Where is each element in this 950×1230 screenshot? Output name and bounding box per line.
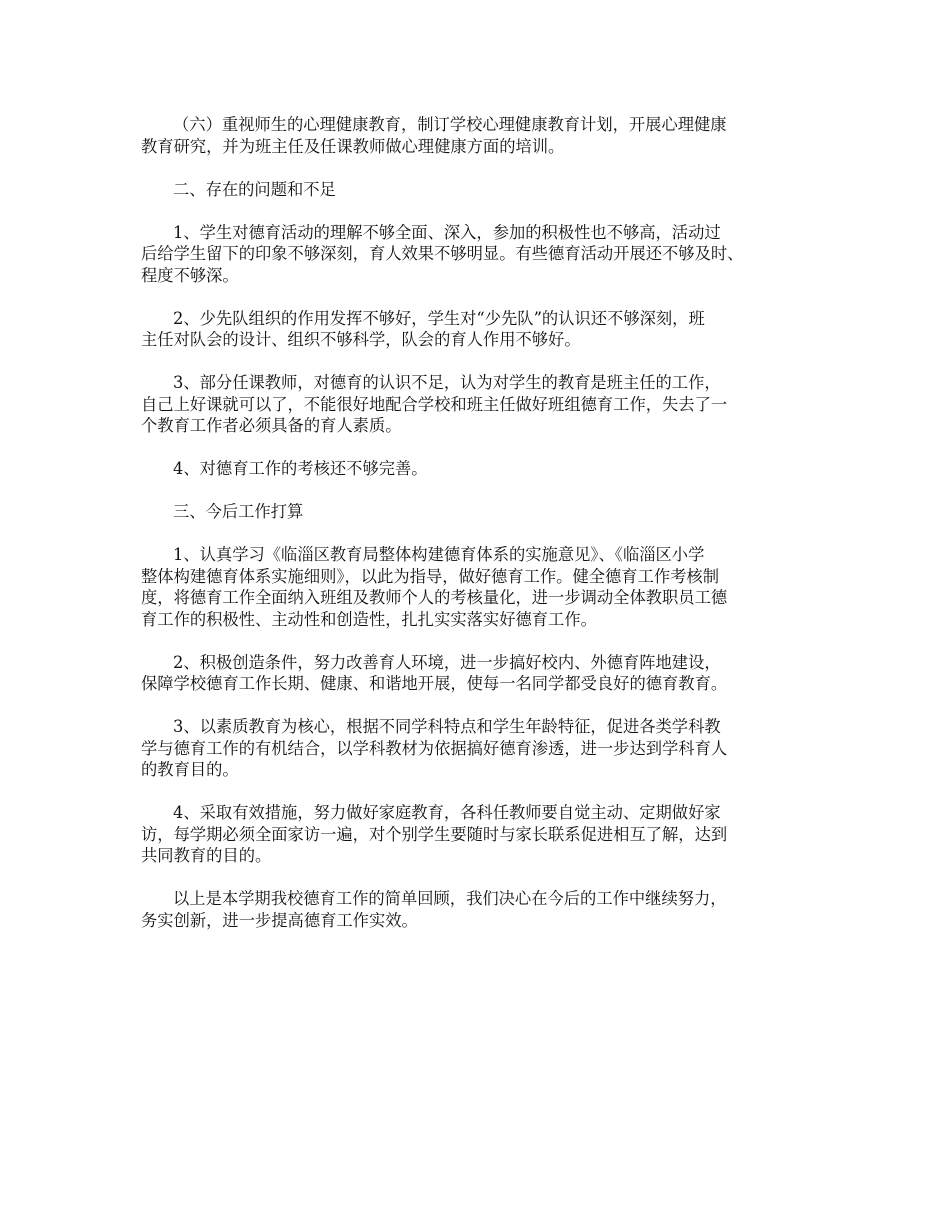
text-line: 1、认真学习《临淄区教育局整体构建德育体系的实施意见》、《临淄区小学 [173, 545, 705, 564]
text-line: 度，将德育工作全面纳入班组及教师个人的考核量化，进一步调动全体教职员工德 [141, 588, 728, 607]
text-line: 自己上好课就可以了，不能很好地配合学校和班主任做好班组德育工作，失去了一 [141, 394, 728, 414]
paragraph-problem-2 [141, 308, 831, 351]
text-line: 共同教育的目的。 [141, 846, 272, 865]
text-line: 以上是本学期我校德育工作的简单回顾，我们决心在今后的工作中继续努力， [173, 889, 727, 908]
text-line: 4、对德育工作的考核还不够完善。 [173, 459, 428, 478]
text-line: 2、少先队组织的作用发挥不够好，学生对“少先队”的认识还不够深刻，班 [173, 308, 705, 328]
text-line: 3、以素质教育为核心，根据不同学科特点和学生年龄特征，促进各类学科教 [173, 717, 721, 736]
text-line: 1、学生对德育活动的理解不够全面、深入，参加的积极性也不够高，活动过 [173, 222, 721, 242]
paragraph-problem-1 [141, 222, 831, 287]
text-line: 主任对队会的设计、组织不够科学，队会的育人作用不够好。 [141, 330, 581, 349]
section-heading-problems [141, 179, 831, 201]
text-line: 的教育目的。 [141, 760, 239, 779]
text-line: 程度不够深。 [141, 265, 239, 285]
text-line: 学与德育工作的有机结合，以学科教材为依据搞好德育渗透，进一步达到学科育人 [141, 738, 728, 758]
text-line: 教育研究，并为班主任及任课教师做心理健康方面的培训。 [141, 136, 565, 156]
paragraph-problem-3 [141, 372, 831, 437]
heading-text: 三、今后工作打算 [173, 502, 304, 521]
paragraph-plan-4 [141, 802, 831, 867]
text-line: 育工作的积极性、主动性和创造性，扎扎实实落实好德育工作。 [141, 609, 597, 629]
document-body [141, 114, 831, 953]
text-line: 整体构建德育体系实施细则》，以此为指导，做好德育工作。健全德育工作考核制 [141, 566, 719, 586]
text-line: （六）重视师生的心理健康教育，制订学校心理健康教育计划，开展心理健康 [173, 115, 727, 134]
paragraph-plan-2 [141, 652, 831, 695]
paragraph-plan-3 [141, 716, 831, 781]
text-line: 4、采取有效措施，努力做好家庭教育，各科任教师要自觉主动、定期做好家 [173, 803, 721, 822]
text-line: 2、积极创造条件，努力改善育人环境，进一步搞好校内、外德育阵地建设， [173, 652, 721, 672]
text-line: 务实创新，进一步提高德育工作实效。 [141, 910, 418, 930]
paragraph-mental-health [141, 114, 831, 157]
text-line: 个教育工作者必须具备的育人素质。 [141, 416, 402, 435]
paragraph-conclusion [141, 888, 831, 931]
text-line: 保障学校德育工作长期、健康、和谐地开展，使每一名同学都受良好的德育教育。 [141, 674, 728, 693]
text-line: 3、部分任课教师，对德育的认识不足，认为对学生的教育是班主任的工作， [173, 373, 721, 392]
section-heading-plans [141, 501, 831, 523]
heading-text: 二、存在的问题和不足 [173, 179, 336, 199]
text-line: 访，每学期必须全面家访一遍，对个别学生要随时与家长联系促进相互了解，达到 [141, 824, 728, 844]
paragraph-problem-4 [141, 458, 831, 480]
paragraph-plan-1 [141, 544, 831, 630]
text-line: 后给学生留下的印象不够深刻，育人效果不够明显。有些德育活动开展还不够及时、 [141, 244, 744, 263]
